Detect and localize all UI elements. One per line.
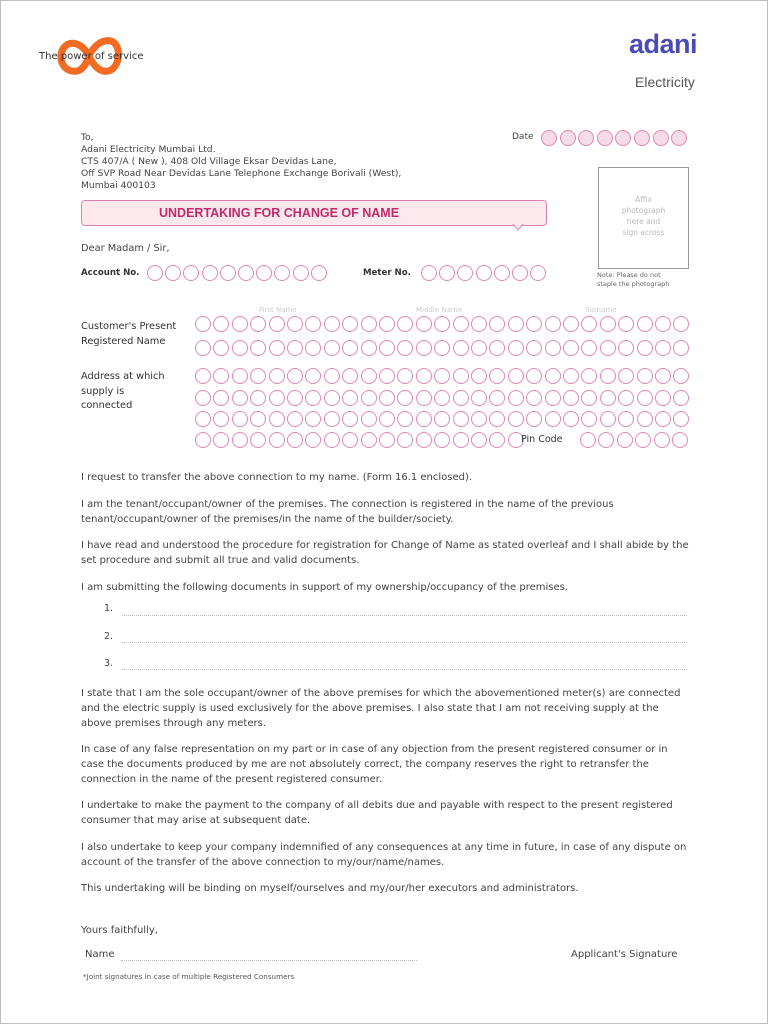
customer-name-cell[interactable] <box>416 340 432 356</box>
address-cell[interactable] <box>471 432 487 448</box>
name-line[interactable] <box>121 960 417 961</box>
salutation: Dear Madam / Sir, <box>81 243 170 254</box>
customer-name-cell[interactable] <box>287 316 303 332</box>
address-cell[interactable] <box>232 390 248 406</box>
address-cell[interactable] <box>600 411 616 427</box>
address-cell[interactable] <box>361 368 377 384</box>
address-cell[interactable] <box>269 390 285 406</box>
customer-name-cell[interactable] <box>489 340 505 356</box>
paragraph-8: I also undertake to keep your company indemnified of any consequences at any time in future, in case of any dispute on account of the transfer of the above connection to my/our/name/names. <box>81 842 687 868</box>
customer-name-cell[interactable] <box>655 340 671 356</box>
address-cell[interactable] <box>342 432 358 448</box>
address-cell[interactable] <box>434 368 450 384</box>
address-cell[interactable] <box>673 368 689 384</box>
address-cell[interactable] <box>195 390 211 406</box>
customer-name-cell[interactable] <box>195 340 211 356</box>
meter-no-cell[interactable] <box>457 265 473 281</box>
date-cell[interactable] <box>578 130 594 146</box>
recipient-address <box>81 132 401 192</box>
customer-name-cell[interactable] <box>453 340 469 356</box>
customer-name-cell[interactable] <box>434 316 450 332</box>
address-cell[interactable] <box>489 432 505 448</box>
customer-name-label-2: Registered Name <box>81 336 166 347</box>
document-3-line[interactable] <box>122 669 687 670</box>
address-cell[interactable] <box>361 432 377 448</box>
pin-code-cell[interactable] <box>654 432 670 448</box>
customer-name-cell[interactable] <box>453 316 469 332</box>
meter-no-cell[interactable] <box>530 265 546 281</box>
address-cell[interactable] <box>526 368 542 384</box>
banner-tail-icon <box>511 224 525 232</box>
address-cell[interactable] <box>673 390 689 406</box>
document-1-line[interactable] <box>122 615 687 616</box>
meter-no-cell[interactable] <box>439 265 455 281</box>
account-no-cell[interactable] <box>256 265 272 281</box>
address-label-2: supply is <box>81 385 125 397</box>
customer-name-cell[interactable] <box>269 340 285 356</box>
address-cell[interactable] <box>637 411 653 427</box>
customer-name-cell[interactable] <box>342 316 358 332</box>
customer-name-cell[interactable] <box>600 316 616 332</box>
address-cell[interactable] <box>342 368 358 384</box>
address-cell[interactable] <box>379 432 395 448</box>
photo-note-2: staple the photograph <box>597 279 670 288</box>
account-no-cell[interactable] <box>165 265 181 281</box>
paragraph-7: I undertake to make the payment to the company of all debits due and payable with respect to the present registered consumer that may arise at subsequent date. <box>81 800 673 826</box>
customer-name-cell[interactable] <box>195 316 211 332</box>
customer-name-cell[interactable] <box>508 316 524 332</box>
address-cell[interactable] <box>269 432 285 448</box>
address-cell[interactable] <box>213 432 229 448</box>
address-cell[interactable] <box>618 411 634 427</box>
customer-name-cell[interactable] <box>655 316 671 332</box>
customer-name-cell[interactable] <box>563 340 579 356</box>
address-cell[interactable] <box>250 432 266 448</box>
address-cell[interactable] <box>305 432 321 448</box>
address-cell[interactable] <box>250 390 266 406</box>
address-cell[interactable] <box>581 390 597 406</box>
address-label <box>81 370 165 414</box>
customer-name-cell[interactable] <box>379 316 395 332</box>
address-cell[interactable] <box>232 411 248 427</box>
customer-name-cell[interactable] <box>637 316 653 332</box>
address-line-2: CTS 407/A ( New ), 408 Old Village Eksar Devidas Lane, <box>81 156 337 167</box>
address-cell[interactable] <box>195 411 211 427</box>
pin-code-cell[interactable] <box>598 432 614 448</box>
customer-name-cell[interactable] <box>618 316 634 332</box>
customer-name-cell[interactable] <box>324 316 340 332</box>
address-cell[interactable] <box>508 368 524 384</box>
address-cell[interactable] <box>581 368 597 384</box>
customer-name-cell[interactable] <box>563 316 579 332</box>
pin-code-cell[interactable] <box>617 432 633 448</box>
customer-name-cell[interactable] <box>379 340 395 356</box>
meter-no-cell[interactable] <box>421 265 437 281</box>
address-line-3: Off SVP Road Near Devidas Lane Telephone Exchange Borivali (West), <box>81 168 402 179</box>
address-cell[interactable] <box>489 411 505 427</box>
address-cell[interactable] <box>471 411 487 427</box>
paragraph-6: In case of any false representation on my part or in case of any objection from the present registered consumer or in case the documents produced by me are not absolutely correct, the company reserves the right to retransfer the connection in the name of the present registered consumer. <box>81 744 668 785</box>
address-cell[interactable] <box>305 390 321 406</box>
address-cell[interactable] <box>213 411 229 427</box>
customer-name-cell[interactable] <box>397 340 413 356</box>
meter-no-cell[interactable] <box>476 265 492 281</box>
brand-subtitle: Electricity <box>635 74 695 90</box>
address-cell[interactable] <box>416 411 432 427</box>
address-cell[interactable] <box>453 368 469 384</box>
address-cell[interactable] <box>526 390 542 406</box>
address-cell[interactable] <box>416 432 432 448</box>
address-cell[interactable] <box>637 368 653 384</box>
address-label-3: connected <box>81 400 133 411</box>
customer-name-cell[interactable] <box>618 340 634 356</box>
address-cell[interactable] <box>416 390 432 406</box>
address-cell[interactable] <box>379 368 395 384</box>
address-cell[interactable] <box>618 390 634 406</box>
address-cell[interactable] <box>324 411 340 427</box>
paragraph-4: I am submitting the following documents in support of my ownership/occupancy of the premises. <box>81 582 569 593</box>
paragraph-9: This undertaking will be binding on myself/ourselves and my/our/her executors and administrators. <box>81 883 579 894</box>
customer-name-cell[interactable] <box>526 316 542 332</box>
customer-name-cell[interactable] <box>600 340 616 356</box>
footnote: *Joint signatures in case of multiple Registered Consumers <box>83 972 295 981</box>
tagline: The power of service <box>39 51 144 62</box>
address-to: To, <box>81 132 94 143</box>
customer-name-cell[interactable] <box>269 316 285 332</box>
customer-name-cell[interactable] <box>581 316 597 332</box>
meter-no-label: Meter No. <box>363 268 411 278</box>
meter-no-cell[interactable] <box>494 265 510 281</box>
address-cell[interactable] <box>434 432 450 448</box>
address-cell[interactable] <box>508 390 524 406</box>
account-no-cell[interactable] <box>311 265 327 281</box>
date-cell[interactable] <box>541 130 557 146</box>
account-no-cell[interactable] <box>238 265 254 281</box>
address-cell[interactable] <box>269 368 285 384</box>
paragraph-2: I am the tenant/occupant/owner of the premises. The connection is registered in the name of the previous tenant/occupant/owner of the premises/in the name of the builder/society. <box>81 499 614 525</box>
customer-name-cell[interactable] <box>250 340 266 356</box>
address-cell[interactable] <box>195 432 211 448</box>
customer-name-cell[interactable] <box>508 340 524 356</box>
customer-name-cell[interactable] <box>342 340 358 356</box>
address-cell[interactable] <box>655 368 671 384</box>
customer-name-cell[interactable] <box>471 340 487 356</box>
customer-name-cell[interactable] <box>545 340 561 356</box>
customer-name-cell[interactable] <box>305 340 321 356</box>
address-cell[interactable] <box>489 368 505 384</box>
customer-name-cell[interactable] <box>213 316 229 332</box>
first-name-label: First Name <box>259 306 297 314</box>
paragraph-1: I request to transfer the above connection to my name. (Form 16.1 enclosed). <box>81 472 473 483</box>
address-cell[interactable] <box>545 390 561 406</box>
address-cell[interactable] <box>434 411 450 427</box>
address-cell[interactable] <box>379 411 395 427</box>
account-no-cell[interactable] <box>147 265 163 281</box>
brand-name: adani <box>629 29 698 59</box>
address-cell[interactable] <box>453 390 469 406</box>
customer-name-cell[interactable] <box>250 316 266 332</box>
address-cell[interactable] <box>545 411 561 427</box>
middle-name-label: Middle Name <box>416 306 462 314</box>
photo-instructions <box>598 194 689 238</box>
customer-name-cell[interactable] <box>361 340 377 356</box>
address-cell[interactable] <box>397 432 413 448</box>
customer-name-cell[interactable] <box>545 316 561 332</box>
date-cell[interactable] <box>597 130 613 146</box>
address-cell[interactable] <box>563 390 579 406</box>
address-cell[interactable] <box>471 390 487 406</box>
address-cell[interactable] <box>453 411 469 427</box>
date-cell[interactable] <box>560 130 576 146</box>
customer-name-cell[interactable] <box>213 340 229 356</box>
customer-name-cell[interactable] <box>232 340 248 356</box>
date-label: Date <box>512 132 534 142</box>
account-no-cell[interactable] <box>274 265 290 281</box>
address-cell[interactable] <box>545 368 561 384</box>
document-1-number: 1. <box>104 603 114 614</box>
address-cell[interactable] <box>287 368 303 384</box>
address-cell[interactable] <box>287 411 303 427</box>
photo-note <box>597 271 697 288</box>
customer-name-cell[interactable] <box>287 340 303 356</box>
address-cell[interactable] <box>232 432 248 448</box>
address-cell[interactable] <box>213 390 229 406</box>
address-cell[interactable] <box>600 368 616 384</box>
customer-name-cell[interactable] <box>673 340 689 356</box>
address-cell[interactable] <box>673 411 689 427</box>
address-cell[interactable] <box>397 390 413 406</box>
address-cell[interactable] <box>434 390 450 406</box>
account-no-label: Account No. <box>81 268 140 278</box>
address-cell[interactable] <box>379 390 395 406</box>
address-cell[interactable] <box>655 411 671 427</box>
address-cell[interactable] <box>453 432 469 448</box>
address-cell[interactable] <box>526 411 542 427</box>
address-cell[interactable] <box>324 432 340 448</box>
address-label-1: Address at which <box>81 371 165 382</box>
date-cell[interactable] <box>653 130 669 146</box>
address-cell[interactable] <box>361 411 377 427</box>
paragraph-3: I have read and understood the procedure for registration for Change of Name as stated overleaf and I shall abide by the set procedure and submit all true and valid documents. <box>81 540 689 566</box>
pin-code-cell[interactable] <box>580 432 596 448</box>
pin-code-cell[interactable] <box>672 432 688 448</box>
account-no-cell[interactable] <box>293 265 309 281</box>
photo-line-2: photograph <box>621 206 666 215</box>
customer-name-cell[interactable] <box>581 340 597 356</box>
address-cell[interactable] <box>305 411 321 427</box>
customer-name-cell[interactable] <box>526 340 542 356</box>
customer-name-cell[interactable] <box>471 316 487 332</box>
address-cell[interactable] <box>287 432 303 448</box>
address-cell[interactable] <box>489 390 505 406</box>
address-cell[interactable] <box>269 411 285 427</box>
pin-code-cell[interactable] <box>635 432 651 448</box>
address-cell[interactable] <box>618 368 634 384</box>
customer-name-cell[interactable] <box>361 316 377 332</box>
address-cell[interactable] <box>508 411 524 427</box>
closing: Yours faithfully, <box>81 925 158 936</box>
account-no-cell[interactable] <box>183 265 199 281</box>
name-label: Name <box>85 949 115 960</box>
customer-name-cell[interactable] <box>637 340 653 356</box>
address-cell[interactable] <box>397 411 413 427</box>
customer-name-label <box>81 319 176 349</box>
photo-line-4: sign across <box>622 228 665 237</box>
customer-name-cell[interactable] <box>305 316 321 332</box>
account-no-cell[interactable] <box>202 265 218 281</box>
customer-name-cell[interactable] <box>416 316 432 332</box>
customer-name-cell[interactable] <box>434 340 450 356</box>
address-cell[interactable] <box>324 368 340 384</box>
address-cell[interactable] <box>655 390 671 406</box>
address-cell[interactable] <box>324 390 340 406</box>
address-line-1: Adani Electricity Mumbai Ltd. <box>81 144 216 155</box>
address-cell[interactable] <box>416 368 432 384</box>
address-cell[interactable] <box>563 411 579 427</box>
customer-name-cell[interactable] <box>489 316 505 332</box>
address-cell[interactable] <box>342 411 358 427</box>
account-no-cell[interactable] <box>220 265 236 281</box>
surname-label: Surname <box>585 306 617 314</box>
address-cell[interactable] <box>250 411 266 427</box>
address-cell[interactable] <box>342 390 358 406</box>
address-cell[interactable] <box>600 390 616 406</box>
date-cell[interactable] <box>615 130 631 146</box>
address-cell[interactable] <box>637 390 653 406</box>
date-cell[interactable] <box>671 130 687 146</box>
address-cell[interactable] <box>195 368 211 384</box>
address-cell[interactable] <box>213 368 229 384</box>
document-2-number: 2. <box>104 631 114 642</box>
document-3-number: 3. <box>104 658 114 669</box>
photo-line-1: Affix <box>635 195 652 204</box>
customer-name-label-1: Customer's Present <box>81 321 177 332</box>
pin-code-label: Pin Code <box>521 434 563 445</box>
date-cell[interactable] <box>634 130 650 146</box>
document-2-line[interactable] <box>122 642 687 643</box>
customer-name-cell[interactable] <box>324 340 340 356</box>
address-cell[interactable] <box>397 368 413 384</box>
address-cell[interactable] <box>305 368 321 384</box>
meter-no-cell[interactable] <box>512 265 528 281</box>
address-cell[interactable] <box>581 411 597 427</box>
photo-note-1: Note: Please do not <box>597 271 661 279</box>
signature-label: Applicant's Signature <box>571 949 678 960</box>
address-cell[interactable] <box>287 390 303 406</box>
address-cell[interactable] <box>563 368 579 384</box>
paragraph-5: I state that I am the sole occupant/owner of the above premises for which the abovementioned meter(s) are connected and the electric supply is used exclusively for the above premises. I also state that I am not receiving supply at the above premises through any meters. <box>81 688 681 729</box>
address-cell[interactable] <box>232 368 248 384</box>
photo-line-3: here and <box>626 217 661 226</box>
address-cell[interactable] <box>250 368 266 384</box>
customer-name-cell[interactable] <box>232 316 248 332</box>
customer-name-cell[interactable] <box>673 316 689 332</box>
address-line-4: Mumbai 400103 <box>81 180 156 191</box>
customer-name-cell[interactable] <box>397 316 413 332</box>
address-cell[interactable] <box>361 390 377 406</box>
address-cell[interactable] <box>471 368 487 384</box>
page-title: UNDERTAKING FOR CHANGE OF NAME <box>159 206 400 220</box>
